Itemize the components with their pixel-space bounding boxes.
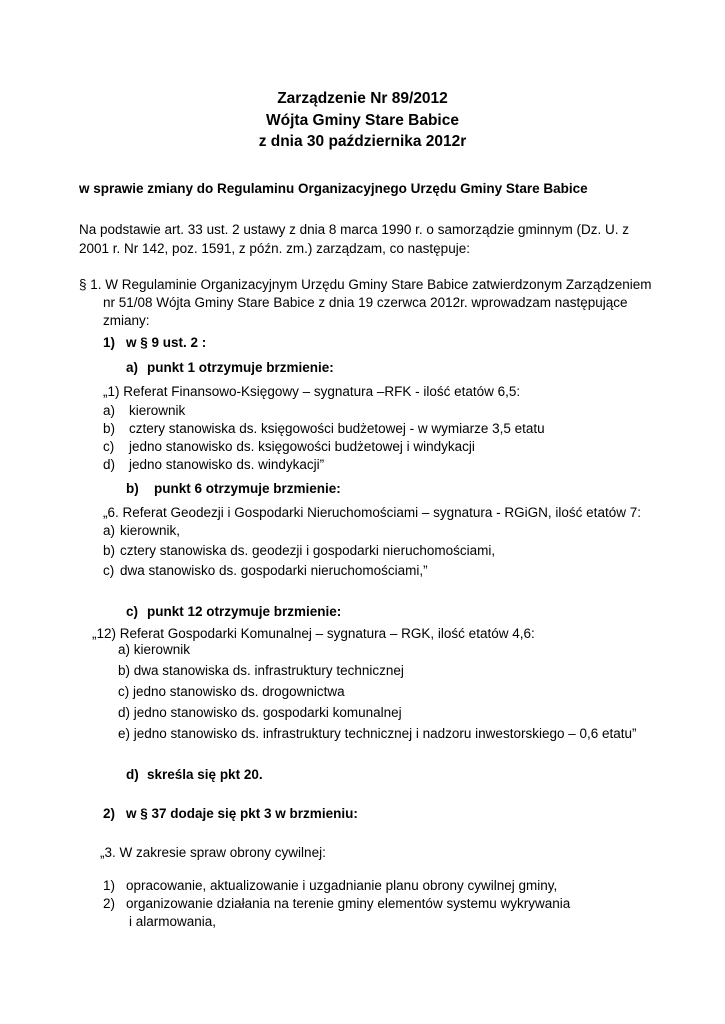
document-title: Zarządzenie Nr 89/2012 (277, 90, 448, 107)
sub-c-quote: „12) Referat Gospodarki Komunalnej – sygnatura – RGK, ilość etatów 4,6: (92, 626, 535, 641)
item-2-heading: w § 37 dodaje się pkt 3 w brzmieniu: (126, 806, 358, 821)
sub-a-quote: „1) Referat Finansowo-Księgowy – sygnatura –RFK - ilość etatów 6,5: (103, 384, 521, 399)
sub-c-item: a) kierownik (118, 642, 191, 657)
sub-a-label: a) (126, 360, 139, 375)
paragraph-1-line-1: § 1. W Regulaminie Organizacyjnym Urzędu Gminy Stare Babice zatwierdzonym Zarządzeniem (79, 277, 652, 292)
sub-b-item-label: b) (103, 543, 116, 558)
item-2-list-text: opracowanie, aktualizowanie i uzgadnianie planu obrony cywilnej gminy, (126, 878, 558, 893)
sub-a-item-label: d) (103, 457, 116, 472)
sub-a-heading: punkt 1 otrzymuje brzmienie: (147, 360, 334, 375)
item-2-list-label: 2) (103, 896, 116, 911)
sub-a-item-label: b) (103, 421, 116, 436)
paragraph-1-line-2: nr 51/08 Wójta Gminy Stare Babice z dnia 19 czerwca 2012r. wprowadzam następujące (103, 295, 628, 310)
sub-a-item-text: cztery stanowiska ds. księgowości budżetowej - w wymiarze 3,5 etatu (129, 421, 545, 436)
legal-basis-line-1 (79, 221, 639, 239)
sub-b-quote: „6. Referat Geodezji i Gospodarki Nieruchomościami – sygnatura - RGiGN, ilość etatów 7: (103, 505, 641, 520)
sub-c-item: d) jedno stanowisko ds. gospodarki komunalnej (118, 705, 402, 720)
sub-d-label: d) (126, 767, 139, 782)
item-1-heading: w § 9 ust. 2 : (126, 335, 207, 350)
sub-a-item-label: a) (103, 403, 116, 418)
sub-a-item-label: c) (103, 439, 115, 454)
document-date: z dnia 30 października 2012r (258, 133, 467, 150)
sub-a-item-text: kierownik (129, 403, 186, 418)
legal-basis-text-1: Na podstawie art. 33 ust. 2 ustawy z dnia 8 marca 1990 r. o samorządzie gminnym (Dz. U. z (79, 222, 629, 237)
item-2-quote: „3. W zakresie spraw obrony cywilnej: (100, 845, 326, 860)
item-1-number: 1) (103, 335, 116, 350)
sub-c-label: c) (126, 604, 139, 619)
sub-b-item-text: cztery stanowiska ds. geodezji i gospodarki nieruchomościami, (120, 543, 496, 558)
legal-basis-line-2: 2001 r. Nr 142, poz. 1591, z późn. zm.) zarządzam, co następuje: (79, 241, 470, 256)
sub-b-item-label: a) (103, 523, 116, 538)
item-2-list-label: 1) (103, 878, 116, 893)
sub-b-heading: punkt 6 otrzymuje brzmienie: (154, 481, 341, 496)
sub-b-item-label: c) (103, 563, 115, 578)
item-2-list-text: organizowanie działania na terenie gminy elementów systemu wykrywania (126, 896, 571, 911)
sub-b-label: b) (126, 481, 139, 496)
item-2-list-continuation: i alarmowania, (129, 914, 217, 929)
item-2-number: 2) (103, 806, 116, 821)
sub-c-item: e) jedno stanowisko ds. infrastruktury technicznej i nadzoru inwestorskiego – 0,6 etatu” (118, 726, 637, 741)
sub-c-item: c) jedno stanowisko ds. drogownictwa (118, 684, 345, 699)
sub-c-item: b) dwa stanowiska ds. infrastruktury technicznej (118, 663, 404, 678)
sub-d-heading: skreśla się pkt 20. (147, 767, 263, 782)
paragraph-1-line-3: zmiany: (103, 313, 150, 328)
sub-c-heading: punkt 12 otrzymuje brzmienie: (147, 604, 342, 619)
sub-a-item-text: jedno stanowisko ds. windykacji” (129, 457, 325, 472)
sub-b-item-text: dwa stanowisko ds. gospodarki nieruchomościami,” (120, 563, 428, 578)
sub-b-item-text: kierownik, (120, 523, 181, 538)
document-issuer: Wójta Gminy Stare Babice (266, 112, 459, 129)
sub-a-item-text: jedno stanowisko ds. księgowości budżetowej i windykacji (129, 439, 475, 454)
document-subject: w sprawie zmiany do Regulaminu Organizacyjnego Urzędu Gminy Stare Babice (79, 181, 588, 196)
